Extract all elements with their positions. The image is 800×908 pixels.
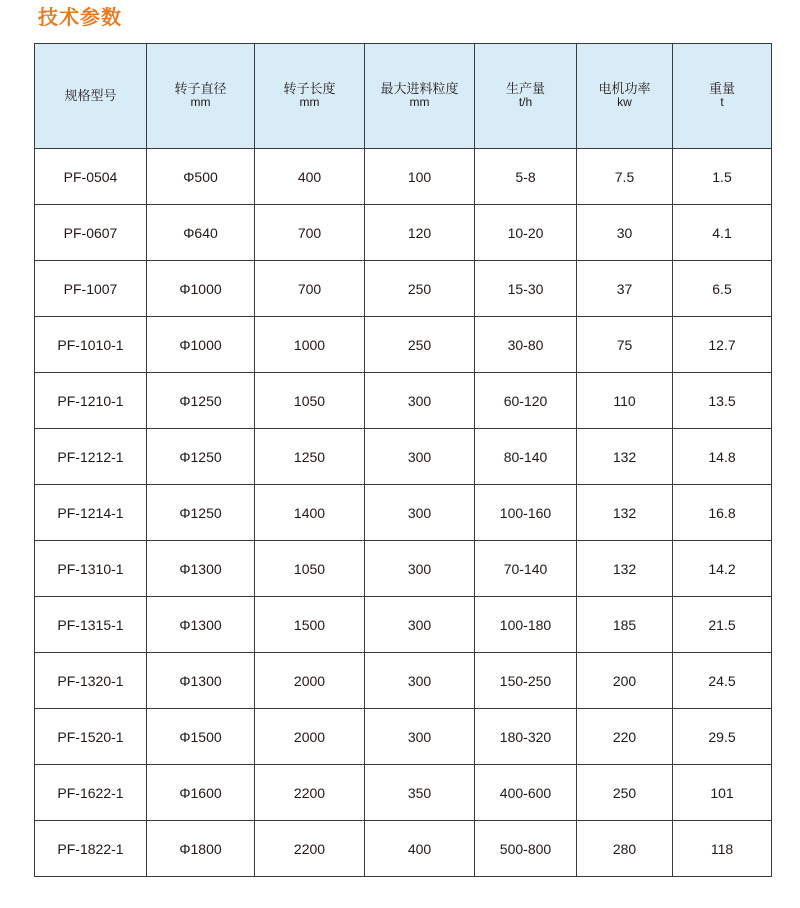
cell-model: PF-0607 bbox=[35, 205, 147, 261]
cell-model: PF-1214-1 bbox=[35, 485, 147, 541]
header-label: 电机功率 bbox=[598, 82, 651, 97]
header-unit: mm bbox=[190, 95, 211, 109]
header-row bbox=[35, 44, 772, 149]
cell-motor-power: 132 bbox=[577, 485, 673, 541]
header-label: 规格型号 bbox=[64, 88, 117, 104]
cell-weight: 6.5 bbox=[673, 261, 772, 317]
cell-capacity: 15-30 bbox=[475, 261, 577, 317]
cell-model: PF-1310-1 bbox=[35, 541, 147, 597]
cell-rotor-length: 1500 bbox=[255, 597, 365, 653]
spec-table bbox=[34, 43, 772, 877]
table-row bbox=[35, 317, 772, 373]
cell-weight: 1.5 bbox=[673, 149, 772, 205]
header-unit: mm bbox=[409, 95, 430, 109]
cell-model: PF-1822-1 bbox=[35, 821, 147, 877]
cell-max-feed-size: 350 bbox=[365, 765, 475, 821]
cell-weight: 101 bbox=[673, 765, 772, 821]
header-unit: kw bbox=[617, 95, 632, 109]
cell-motor-power: 280 bbox=[577, 821, 673, 877]
cell-rotor-length: 1250 bbox=[255, 429, 365, 485]
header-unit: t/h bbox=[518, 95, 533, 109]
cell-rotor-length: 2200 bbox=[255, 765, 365, 821]
table-row bbox=[35, 765, 772, 821]
cell-weight: 118 bbox=[673, 821, 772, 877]
cell-motor-power: 220 bbox=[577, 709, 673, 765]
cell-motor-power: 250 bbox=[577, 765, 673, 821]
cell-rotor-diameter: Φ1000 bbox=[147, 317, 255, 373]
cell-motor-power: 185 bbox=[577, 597, 673, 653]
header-cell-rotor-length bbox=[255, 44, 365, 149]
cell-motor-power: 37 bbox=[577, 261, 673, 317]
cell-capacity: 70-140 bbox=[475, 541, 577, 597]
cell-rotor-length: 2000 bbox=[255, 709, 365, 765]
cell-model: PF-1320-1 bbox=[35, 653, 147, 709]
cell-model: PF-0504 bbox=[35, 149, 147, 205]
cell-rotor-diameter: Φ1600 bbox=[147, 765, 255, 821]
header-label: 重量 bbox=[708, 82, 735, 97]
cell-rotor-diameter: Φ1250 bbox=[147, 485, 255, 541]
cell-rotor-length: 400 bbox=[255, 149, 365, 205]
cell-motor-power: 75 bbox=[577, 317, 673, 373]
cell-rotor-length: 1400 bbox=[255, 485, 365, 541]
cell-rotor-length: 700 bbox=[255, 261, 365, 317]
header-label: 最大进料粒度 bbox=[380, 82, 459, 97]
header-cell-motor-power bbox=[577, 44, 673, 149]
cell-max-feed-size: 250 bbox=[365, 261, 475, 317]
cell-rotor-diameter: Φ1000 bbox=[147, 261, 255, 317]
header-cell-max-feed-size bbox=[365, 44, 475, 149]
cell-weight: 12.7 bbox=[673, 317, 772, 373]
cell-weight: 14.2 bbox=[673, 541, 772, 597]
cell-weight: 14.8 bbox=[673, 429, 772, 485]
table-row bbox=[35, 709, 772, 765]
cell-motor-power: 7.5 bbox=[577, 149, 673, 205]
cell-rotor-diameter: Φ1500 bbox=[147, 709, 255, 765]
cell-max-feed-size: 300 bbox=[365, 541, 475, 597]
header-cell-rotor-diameter bbox=[147, 44, 255, 149]
cell-rotor-diameter: Φ1300 bbox=[147, 653, 255, 709]
table-header bbox=[35, 44, 772, 149]
cell-capacity: 60-120 bbox=[475, 373, 577, 429]
cell-weight: 21.5 bbox=[673, 597, 772, 653]
header-label: 转子长度 bbox=[283, 82, 336, 97]
cell-capacity: 100-180 bbox=[475, 597, 577, 653]
cell-rotor-diameter: Φ1250 bbox=[147, 373, 255, 429]
cell-model: PF-1010-1 bbox=[35, 317, 147, 373]
cell-model: PF-1007 bbox=[35, 261, 147, 317]
cell-motor-power: 132 bbox=[577, 541, 673, 597]
cell-model: PF-1315-1 bbox=[35, 597, 147, 653]
header-cell-capacity bbox=[475, 44, 577, 149]
table-body bbox=[35, 149, 772, 877]
table-row bbox=[35, 821, 772, 877]
cell-weight: 16.8 bbox=[673, 485, 772, 541]
table-row bbox=[35, 261, 772, 317]
cell-capacity: 500-800 bbox=[475, 821, 577, 877]
cell-weight: 13.5 bbox=[673, 373, 772, 429]
cell-motor-power: 132 bbox=[577, 429, 673, 485]
cell-motor-power: 30 bbox=[577, 205, 673, 261]
cell-rotor-length: 2000 bbox=[255, 653, 365, 709]
table-row bbox=[35, 541, 772, 597]
cell-rotor-length: 1050 bbox=[255, 373, 365, 429]
cell-capacity: 100-160 bbox=[475, 485, 577, 541]
cell-model: PF-1622-1 bbox=[35, 765, 147, 821]
header-cell-weight bbox=[673, 44, 772, 149]
cell-capacity: 400-600 bbox=[475, 765, 577, 821]
header-label: 转子直径 bbox=[174, 82, 227, 97]
cell-max-feed-size: 300 bbox=[365, 429, 475, 485]
cell-max-feed-size: 100 bbox=[365, 149, 475, 205]
cell-capacity: 180-320 bbox=[475, 709, 577, 765]
table-row bbox=[35, 653, 772, 709]
header-cell-model bbox=[35, 44, 147, 149]
cell-weight: 4.1 bbox=[673, 205, 772, 261]
table-row bbox=[35, 149, 772, 205]
table-row bbox=[35, 205, 772, 261]
cell-rotor-diameter: Φ1800 bbox=[147, 821, 255, 877]
cell-model: PF-1212-1 bbox=[35, 429, 147, 485]
cell-rotor-diameter: Φ640 bbox=[147, 205, 255, 261]
table-row bbox=[35, 373, 772, 429]
cell-max-feed-size: 300 bbox=[365, 653, 475, 709]
cell-weight: 24.5 bbox=[673, 653, 772, 709]
table-row bbox=[35, 485, 772, 541]
cell-motor-power: 200 bbox=[577, 653, 673, 709]
cell-model: PF-1210-1 bbox=[35, 373, 147, 429]
cell-max-feed-size: 250 bbox=[365, 317, 475, 373]
cell-model: PF-1520-1 bbox=[35, 709, 147, 765]
cell-rotor-length: 1050 bbox=[255, 541, 365, 597]
cell-rotor-diameter: Φ1300 bbox=[147, 541, 255, 597]
cell-rotor-diameter: Φ500 bbox=[147, 149, 255, 205]
header-unit: mm bbox=[299, 95, 320, 109]
cell-capacity: 5-8 bbox=[475, 149, 577, 205]
cell-capacity: 150-250 bbox=[475, 653, 577, 709]
cell-max-feed-size: 300 bbox=[365, 597, 475, 653]
cell-max-feed-size: 300 bbox=[365, 373, 475, 429]
header-label: 生产量 bbox=[505, 82, 545, 97]
page-title: 技术参数 bbox=[38, 5, 122, 29]
table-row bbox=[35, 597, 772, 653]
cell-max-feed-size: 300 bbox=[365, 485, 475, 541]
cell-capacity: 30-80 bbox=[475, 317, 577, 373]
cell-max-feed-size: 400 bbox=[365, 821, 475, 877]
cell-max-feed-size: 300 bbox=[365, 709, 475, 765]
cell-capacity: 10-20 bbox=[475, 205, 577, 261]
cell-capacity: 80-140 bbox=[475, 429, 577, 485]
header-unit: t bbox=[720, 95, 724, 109]
cell-rotor-length: 1000 bbox=[255, 317, 365, 373]
cell-rotor-diameter: Φ1300 bbox=[147, 597, 255, 653]
cell-rotor-length: 700 bbox=[255, 205, 365, 261]
table-row bbox=[35, 429, 772, 485]
cell-rotor-diameter: Φ1250 bbox=[147, 429, 255, 485]
cell-rotor-length: 2200 bbox=[255, 821, 365, 877]
cell-motor-power: 110 bbox=[577, 373, 673, 429]
cell-weight: 29.5 bbox=[673, 709, 772, 765]
cell-max-feed-size: 120 bbox=[365, 205, 475, 261]
